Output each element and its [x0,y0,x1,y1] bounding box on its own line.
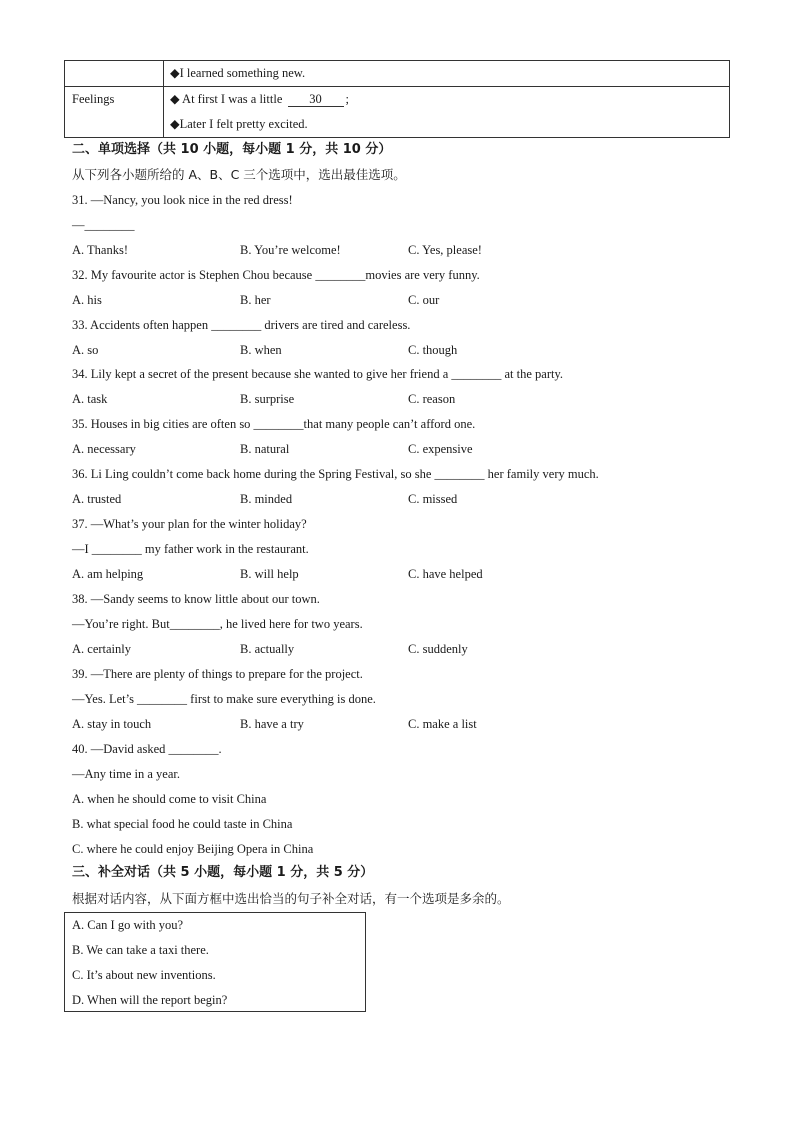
table-text: ◆I learned something new. [170,66,306,80]
table-cell [164,87,730,138]
q33-option-b[interactable]: B. when [240,343,282,357]
table-row [65,61,730,87]
q32-option-b[interactable]: B. her [240,293,271,307]
q39-option-a[interactable]: A. stay in touch [72,717,152,731]
q31-option-c[interactable]: C. Yes, please! [408,243,482,257]
feelings-label: Feelings [72,92,115,106]
q38-option-b[interactable]: B. actually [240,642,295,656]
question-37-reply: —I ________ my father work in the restaurant. [72,542,309,556]
q37-option-a[interactable]: A. am helping [72,567,144,581]
q32-option-c[interactable]: C. our [408,293,440,307]
question-36-stem: 36. Li Ling couldn’t come back home during the Spring Festival, so she ________ her family very much. [72,467,599,481]
q33-option-a[interactable]: A. so [72,343,99,357]
q40-option-b[interactable]: B. what special food he could taste in China [72,817,293,831]
q34-option-c[interactable]: C. reason [408,392,456,406]
box-option-c[interactable]: C. It’s about new inventions. [72,968,216,982]
q36-option-c[interactable]: C. missed [408,492,458,506]
question-39-reply: —Yes. Let’s ________ first to make sure everything is done. [72,692,376,706]
q36-option-a[interactable]: A. trusted [72,492,122,506]
q35-option-b[interactable]: B. natural [240,442,290,456]
question-31-reply: —________ [72,218,135,232]
question-40-stem: 40. —David asked ________. [72,742,222,756]
q31-option-b[interactable]: B. You’re welcome! [240,243,341,257]
question-31-stem: 31. —Nancy, you look nice in the red dress! [72,193,293,207]
table-cell [164,61,730,87]
section-3-heading: 三、补全对话（共 5 小题，每小题 1 分，共 5 分） [72,865,374,880]
q32-option-a[interactable]: A. his [72,293,102,307]
box-option-a[interactable]: A. Can I go with you? [72,918,184,932]
section-2-instruction: 从下列各小题所给的 A、B、C 三个选项中，选出最佳选项。 [72,167,406,182]
feelings-line-2: ◆Later I felt pretty excited. [170,117,308,131]
q36-option-b[interactable]: B. minded [240,492,293,506]
q34-option-b[interactable]: B. surprise [240,392,295,406]
question-39-stem: 39. —There are plenty of things to prepare for the project. [72,667,363,681]
box-option-b[interactable]: B. We can take a taxi there. [72,943,209,957]
table-cell-empty [65,61,164,87]
box-option-d[interactable]: D. When will the report begin? [72,993,228,1007]
question-34-stem: 34. Lily kept a secret of the present because she wanted to give her friend a ________ at the party. [72,367,564,381]
feelings-line-1 [164,87,729,112]
q31-option-a[interactable]: A. Thanks! [72,243,129,257]
q37-option-b[interactable]: B. will help [240,567,299,581]
q40-option-a[interactable]: A. when he should come to visit China [72,792,267,806]
q38-option-c[interactable]: C. suddenly [408,642,468,656]
question-38-reply: —You’re right. But________, he lived here for two years. [72,617,363,631]
q35-option-c[interactable]: C. expensive [408,442,473,456]
q34-option-a[interactable]: A. task [72,392,108,406]
question-40-reply: —Any time in a year. [72,767,180,781]
q40-option-c[interactable]: C. where he could enjoy Beijing Opera in China [72,842,314,856]
question-33-stem: 33. Accidents often happen ________ drivers are tired and careless. [72,318,411,332]
options-box [64,912,366,1012]
summary-table [64,60,730,138]
feelings-text: ◆ At first I was a little [170,92,283,106]
q39-option-b[interactable]: B. have a try [240,717,304,731]
feelings-punct: ; [345,92,349,106]
q35-option-a[interactable]: A. necessary [72,442,136,456]
question-37-stem: 37. —What’s your plan for the winter holiday? [72,517,307,531]
q33-option-c[interactable]: C. though [408,343,458,357]
q38-option-a[interactable]: A. certainly [72,642,132,656]
question-32-stem: 32. My favourite actor is Stephen Chou because ________movies are very funny. [72,268,480,282]
question-38-stem: 38. —Sandy seems to know little about our town. [72,592,320,606]
q39-option-c[interactable]: C. make a list [408,717,477,731]
blank-30[interactable]: 30 [288,92,344,107]
table-row [65,87,730,138]
q37-option-c[interactable]: C. have helped [408,567,483,581]
question-35-stem: 35. Houses in big cities are often so ________that many people can’t afford one. [72,417,476,431]
section-3-instruction: 根据对话内容，从下面方框中选出恰当的句子补全对话，有一个选项是多余的。 [72,891,510,906]
table-cell-label [65,87,164,138]
section-2-heading: 二、单项选择（共 10 小题，每小题 1 分，共 10 分） [72,142,392,157]
